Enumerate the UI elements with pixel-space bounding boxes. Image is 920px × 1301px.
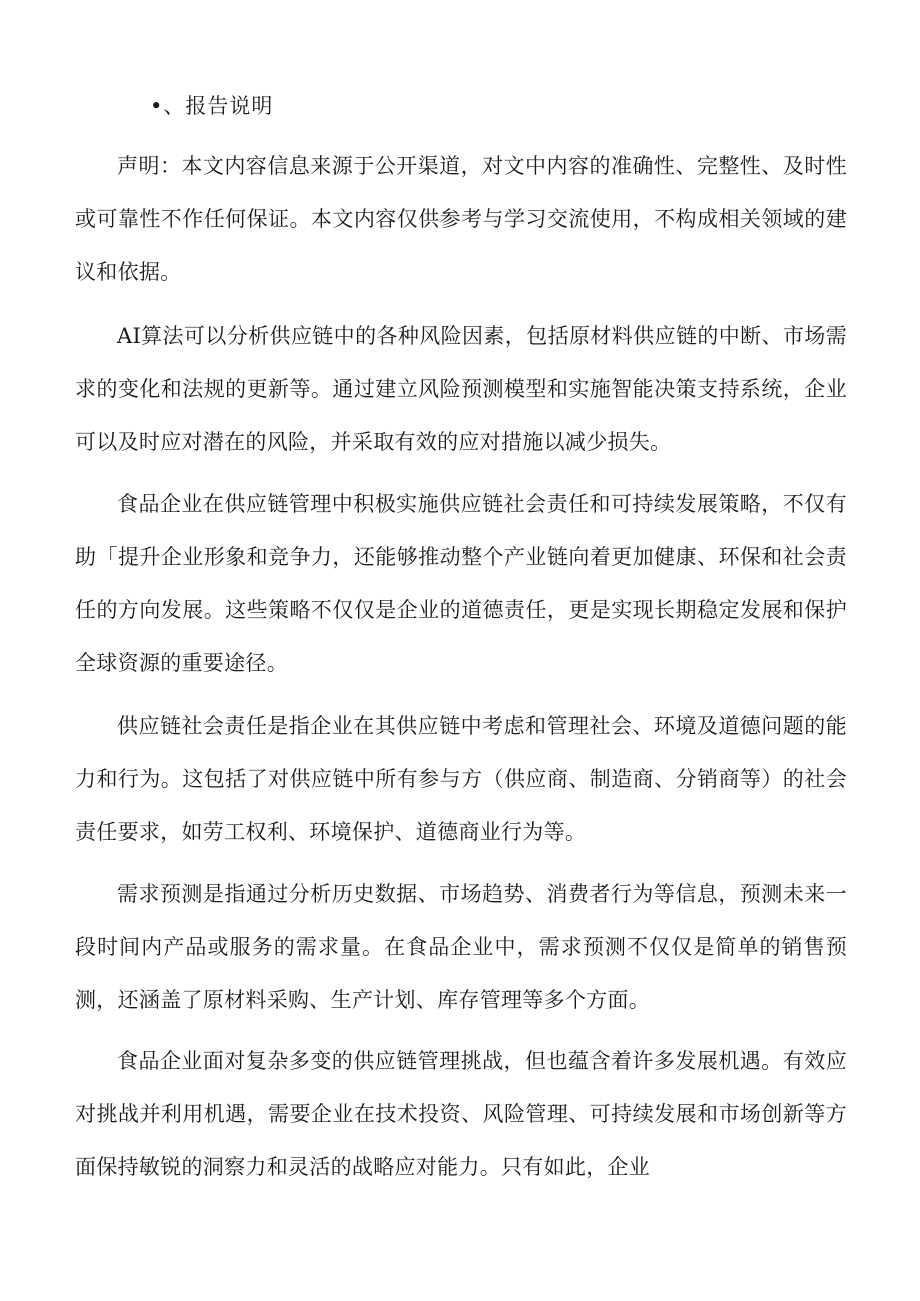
paragraph-social-responsibility: 供应链社会责任是指企业在其供应链中考虑和管理社会、环境及道德问题的能力和行为。这包括了对供应链中所有参与方（供应商、制造商、分销商等）的社会责任要求，如劳工权利、环境保护、道德商业行为等。 [75, 714, 847, 844]
section-heading: •、报告说明 [150, 94, 274, 118]
paragraph-challenges: 食品企业面对复杂多变的供应链管理挑战，但也蕴含着许多发展机遇。有效应对挑战并利用机遇，需要企业在技术投资、风险管理、可持续发展和市场创新等方面保持敏锐的洞察力和灵活的战略应对能力。只有如此，企业 [75, 1049, 847, 1179]
paragraph-demand-forecast: 需求预测是指通过分析历史数据、市场趋势、消费者行为等信息，预测未来一段时间内产品或服务的需求量。在食品企业中，需求预测不仅仅是简单的销售预测，还涵盖了原材料采购、生产计划、库存管理等多个方面。 [75, 882, 847, 1012]
paragraph-ai-risk: AI算法可以分析供应链中的各种风险因素，包括原材料供应链的中断、市场需求的变化和法规的更新等。通过建立风险预测模型和实施智能决策支持系统，企业可以及时应对潜在的风险，并采取有效的应对措施以减少损失。 [75, 324, 847, 454]
paragraph-sustainability: 食品企业在供应链管理中积极实施供应链社会责任和可持续发展策略，不仅有助「提升企业形象和竞争力，还能够推动整个产业链向着更加健康、环保和社会责任的方向发展。这些策略不仅仅是企业的道德责任，更是实现长期稳定发展和保护全球资源的重要途径。 [75, 492, 847, 675]
paragraph-disclaimer: 声明：本文内容信息来源于公开渠道，对文中内容的准确性、完整性、及时性或可靠性不作任何保证。本文内容仅供参考与学习交流使用，不构成相关领域的建议和依据。 [75, 154, 847, 284]
